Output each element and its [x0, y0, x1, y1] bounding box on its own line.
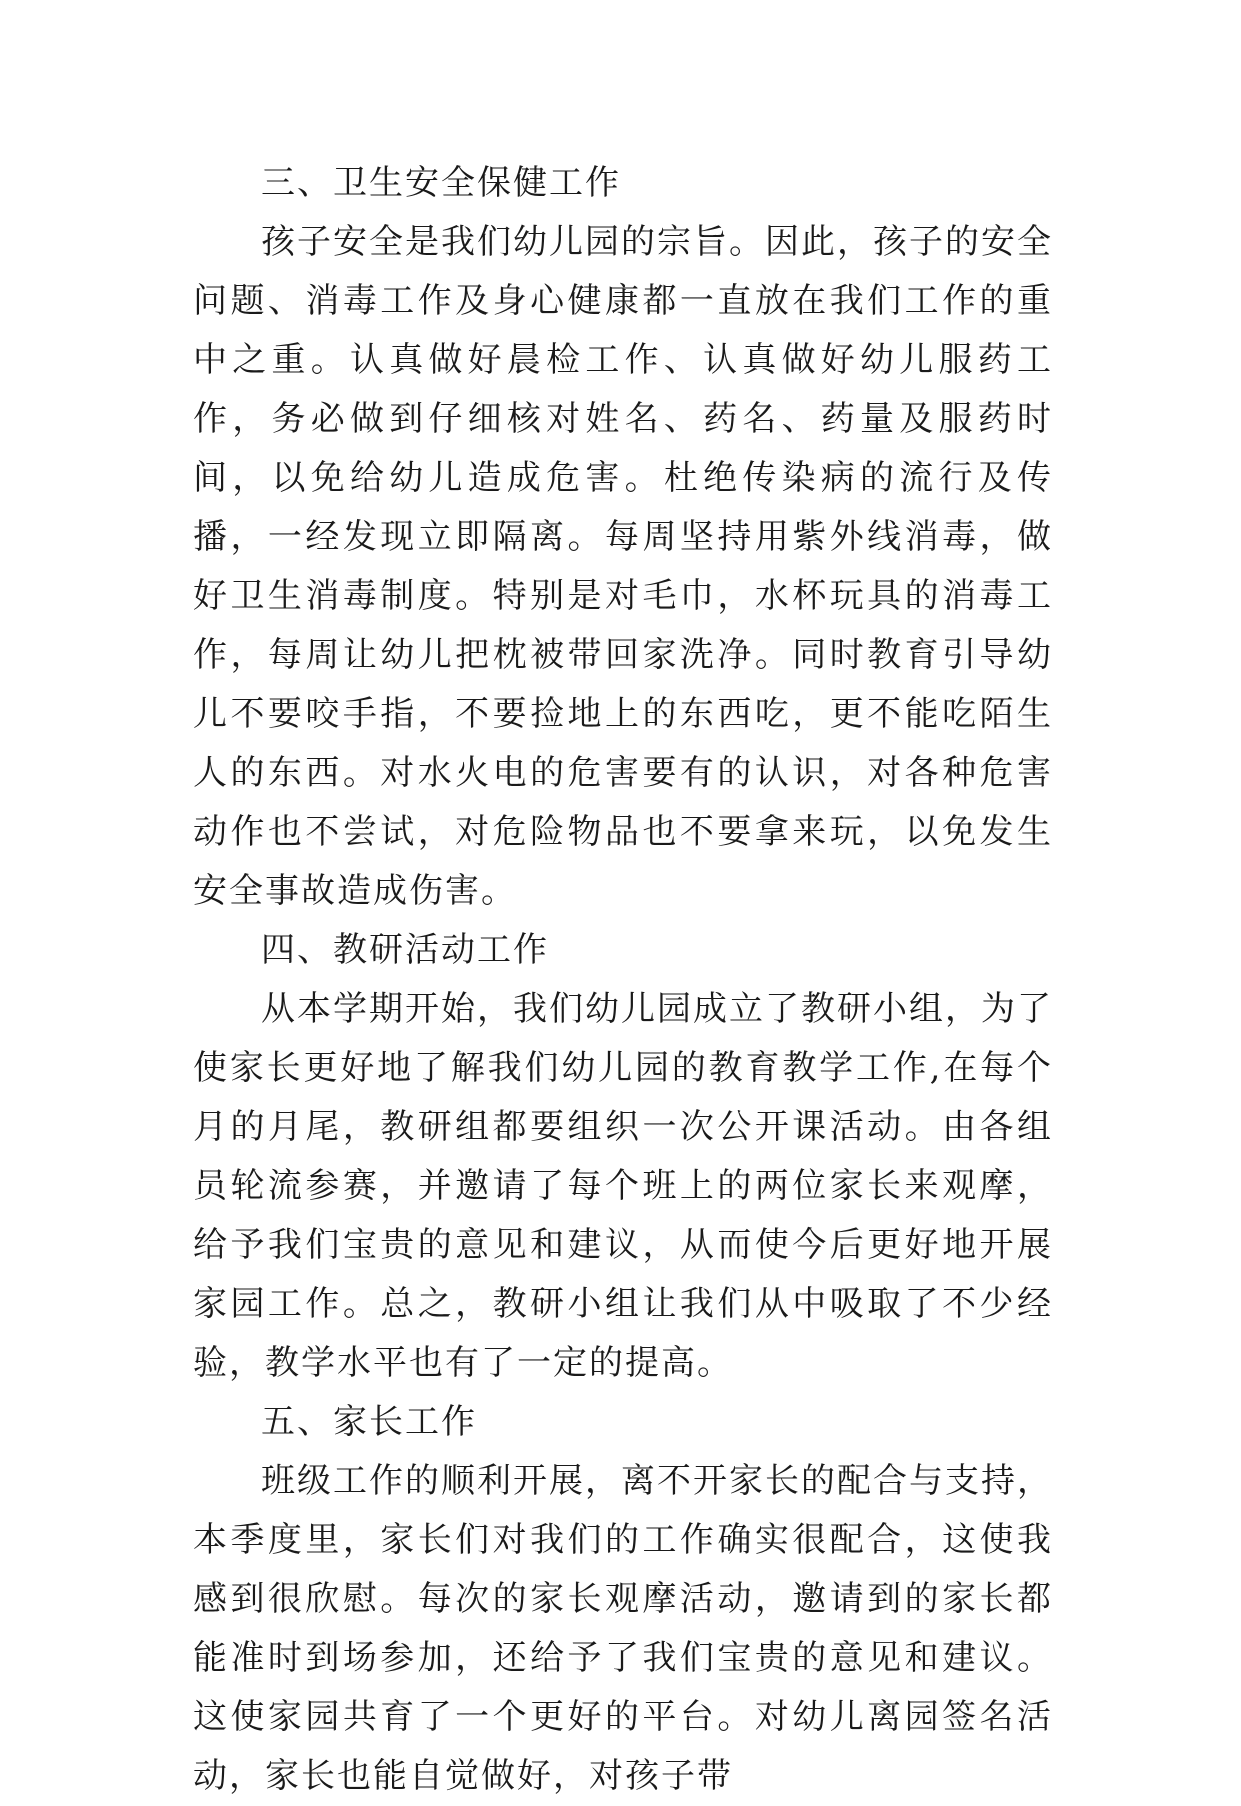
section-paragraph-teaching-research: 从本学期开始，我们幼儿园成立了教研小组，为了使家长更好地了解我们幼儿园的教育教学工作,在每个月的月尾，教研组都要组织一次公开课活动。由各组员轮流参赛，并邀请了每个班上的两位家长来观摩，给予我们宝贵的意见和建议，从而使今后更好地开展家园工作。总之，教研小组让我们从中吸取了不少经验，教学水平也有了一定的提高。	[193, 989, 1053, 1383]
section-heading-teaching-research: 四、教研活动工作	[261, 930, 549, 970]
section-heading-parent-work: 五、家长工作	[261, 1402, 477, 1442]
section-paragraph-hygiene-safety: 孩子安全是我们幼儿园的宗旨。因此，孩子的安全问题、消毒工作及身心健康都一直放在我们工作的重中之重。认真做好晨检工作、认真做好幼儿服药工作，务必做到仔细核对姓名、药名、药量及服药时间，以免给幼儿造成危害。杜绝传染病的流行及传播，一经发现立即隔离。每周坚持用紫外线消毒，做好卫生消毒制度。特别是对毛巾，水杯玩具的消毒工作，每周让幼儿把枕被带回家洗净。同时教育引导幼儿不要咬手指，不要捡地上的东西吃，更不能吃陌生人的东西。对水火电的危害要有的认识，对各种危害动作也不尝试，对危险物品也不要拿来玩，以免发生安全事故造成伤害。	[193, 222, 1053, 911]
section-heading-hygiene-safety: 三、卫生安全保健工作	[261, 163, 621, 203]
section-paragraph-parent-work: 班级工作的顺利开展，离不开家长的配合与支持，本季度里，家长们对我们的工作确实很配合，这使我感到很欣慰。每次的家长观摩活动，邀请到的家长都能准时到场参加，还给予了我们宝贵的意见和建议。这使家园共育了一个更好的平台。对幼儿离园签名活动，家长也能自觉做好，对孩子带	[193, 1461, 1053, 1796]
document-body	[193, 154, 1053, 1806]
